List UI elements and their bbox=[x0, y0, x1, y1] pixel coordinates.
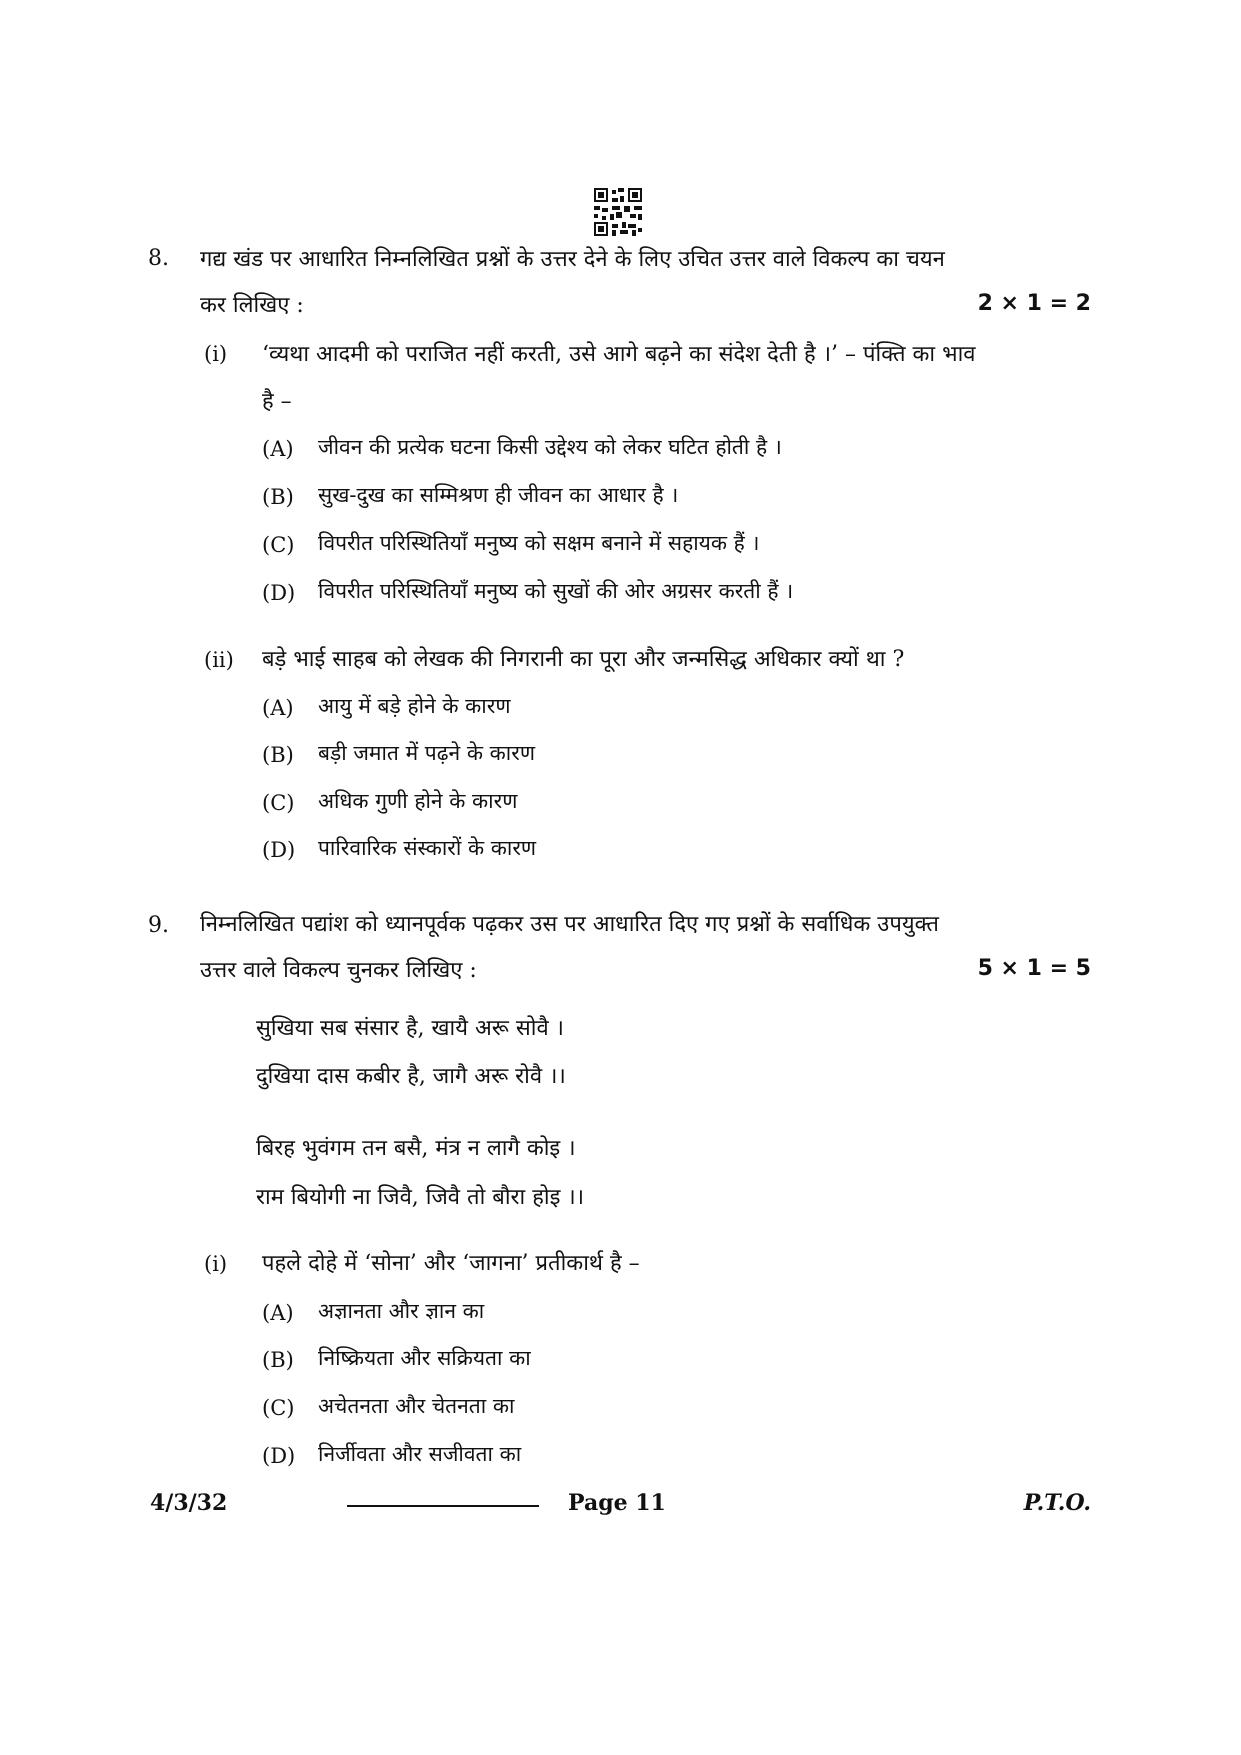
q8-part-i-text-line1: ‘व्यथा आदमी को पराजित नहीं करती, उसे आगे बढ़ने का संदेश देती है ।’ – पंक्ति का भाव bbox=[262, 342, 976, 367]
pto-label: P.T.O. bbox=[1023, 1490, 1091, 1516]
q8-i-option-c-label: (C) bbox=[262, 533, 295, 557]
q8-part-i-text-line2: है – bbox=[262, 389, 292, 414]
q8-i-option-a-text: जीवन की प्रत्येक घटना किसी उद्देश्य को लेकर घटित होती है । bbox=[318, 435, 782, 459]
question-9-number: 9. bbox=[148, 913, 169, 938]
footer-rule bbox=[347, 1505, 539, 1507]
q8-part-ii-label: (ii) bbox=[204, 648, 234, 672]
question-8-number: 8. bbox=[148, 246, 169, 271]
q8-i-option-d-label: (D) bbox=[262, 581, 296, 605]
q9-part-i-text: पहले दोहे में ‘सोना’ और ‘जागना’ प्रतीकार्थ है – bbox=[262, 1251, 640, 1276]
q9-i-option-d-label: (D) bbox=[262, 1444, 296, 1468]
question-9-text-line2: उत्तर वाले विकल्प चुनकर लिखिए : bbox=[200, 958, 477, 983]
question-8-text-line2: कर लिखिए : bbox=[200, 293, 304, 318]
qr-code bbox=[594, 188, 642, 236]
q8-i-option-c-text: विपरीत परिस्थितियाँ मनुष्य को सक्षम बनाने में सहायक हैं । bbox=[318, 531, 760, 555]
verse-line-3: बिरह भुवंगम तन बसै, मंत्र न लागै कोइ । bbox=[256, 1136, 576, 1161]
paper-code: 4/3/32 bbox=[150, 1490, 228, 1516]
q8-i-option-d-text: विपरीत परिस्थितियाँ मनुष्य को सुखों की ओर अग्रसर करती हैं । bbox=[318, 579, 794, 603]
q9-i-option-a-label: (A) bbox=[262, 1301, 294, 1325]
q8-ii-option-c-text: अधिक गुणी होने के कारण bbox=[318, 789, 518, 813]
q8-part-ii-text: बड़े भाई साहब को लेखक की निगरानी का पूरा और जन्मसिद्ध अधिकार क्यों था ? bbox=[262, 647, 905, 672]
verse-line-2: दुखिया दास कबीर है, जागै अरू रोवै ।। bbox=[256, 1064, 566, 1089]
q9-i-option-b-label: (B) bbox=[262, 1348, 294, 1372]
question-8-marks: 2 × 1 = 2 bbox=[977, 291, 1091, 316]
q8-i-option-a-label: (A) bbox=[262, 437, 294, 461]
verse-line-4: राम बियोगी ना जिवै, जिवै तो बौरा होइ ।। bbox=[256, 1185, 585, 1210]
q9-i-option-d-text: निर्जीवता और सजीवता का bbox=[318, 1442, 522, 1466]
q8-part-i-label: (i) bbox=[204, 342, 228, 366]
q8-i-option-b-label: (B) bbox=[262, 485, 294, 509]
q9-i-option-c-text: अचेतनता और चेतनता का bbox=[318, 1394, 515, 1418]
q9-i-option-c-label: (C) bbox=[262, 1396, 295, 1420]
q8-ii-option-d-text: पारिवारिक संस्कारों के कारण bbox=[318, 836, 537, 860]
q9-i-option-b-text: निष्क्रियता और सक्रियता का bbox=[318, 1346, 531, 1370]
q8-ii-option-d-label: (D) bbox=[262, 838, 296, 862]
question-9-marks: 5 × 1 = 5 bbox=[977, 956, 1091, 981]
verse-line-1: सुखिया सब संसार है, खायै अरू सोवै । bbox=[256, 1016, 565, 1041]
q8-ii-option-b-text: बड़ी जमात में पढ़ने के कारण bbox=[318, 741, 536, 765]
q8-i-option-b-text: सुख-दुख का सम्मिश्रण ही जीवन का आधार है । bbox=[318, 483, 679, 507]
q9-part-i-label: (i) bbox=[204, 1252, 228, 1276]
question-9-text-line1: निम्नलिखित पद्यांश को ध्यानपूर्वक पढ़कर उस पर आधारित दिए गए प्रश्नों के सर्वाधिक उपयुक्त bbox=[200, 912, 939, 937]
q8-ii-option-b-label: (B) bbox=[262, 743, 294, 767]
question-8-text-line1: गद्य खंड पर आधारित निम्नलिखित प्रश्नों के उत्तर देने के लिए उचित उत्तर वाले विकल्प का चयन bbox=[200, 247, 945, 272]
q8-ii-option-a-label: (A) bbox=[262, 696, 294, 720]
q8-ii-option-a-text: आयु में बड़े होने के कारण bbox=[318, 694, 511, 718]
page-number: Page 11 bbox=[568, 1490, 666, 1516]
q9-i-option-a-text: अज्ञानता और ज्ञान का bbox=[318, 1299, 485, 1323]
q8-ii-option-c-label: (C) bbox=[262, 791, 295, 815]
